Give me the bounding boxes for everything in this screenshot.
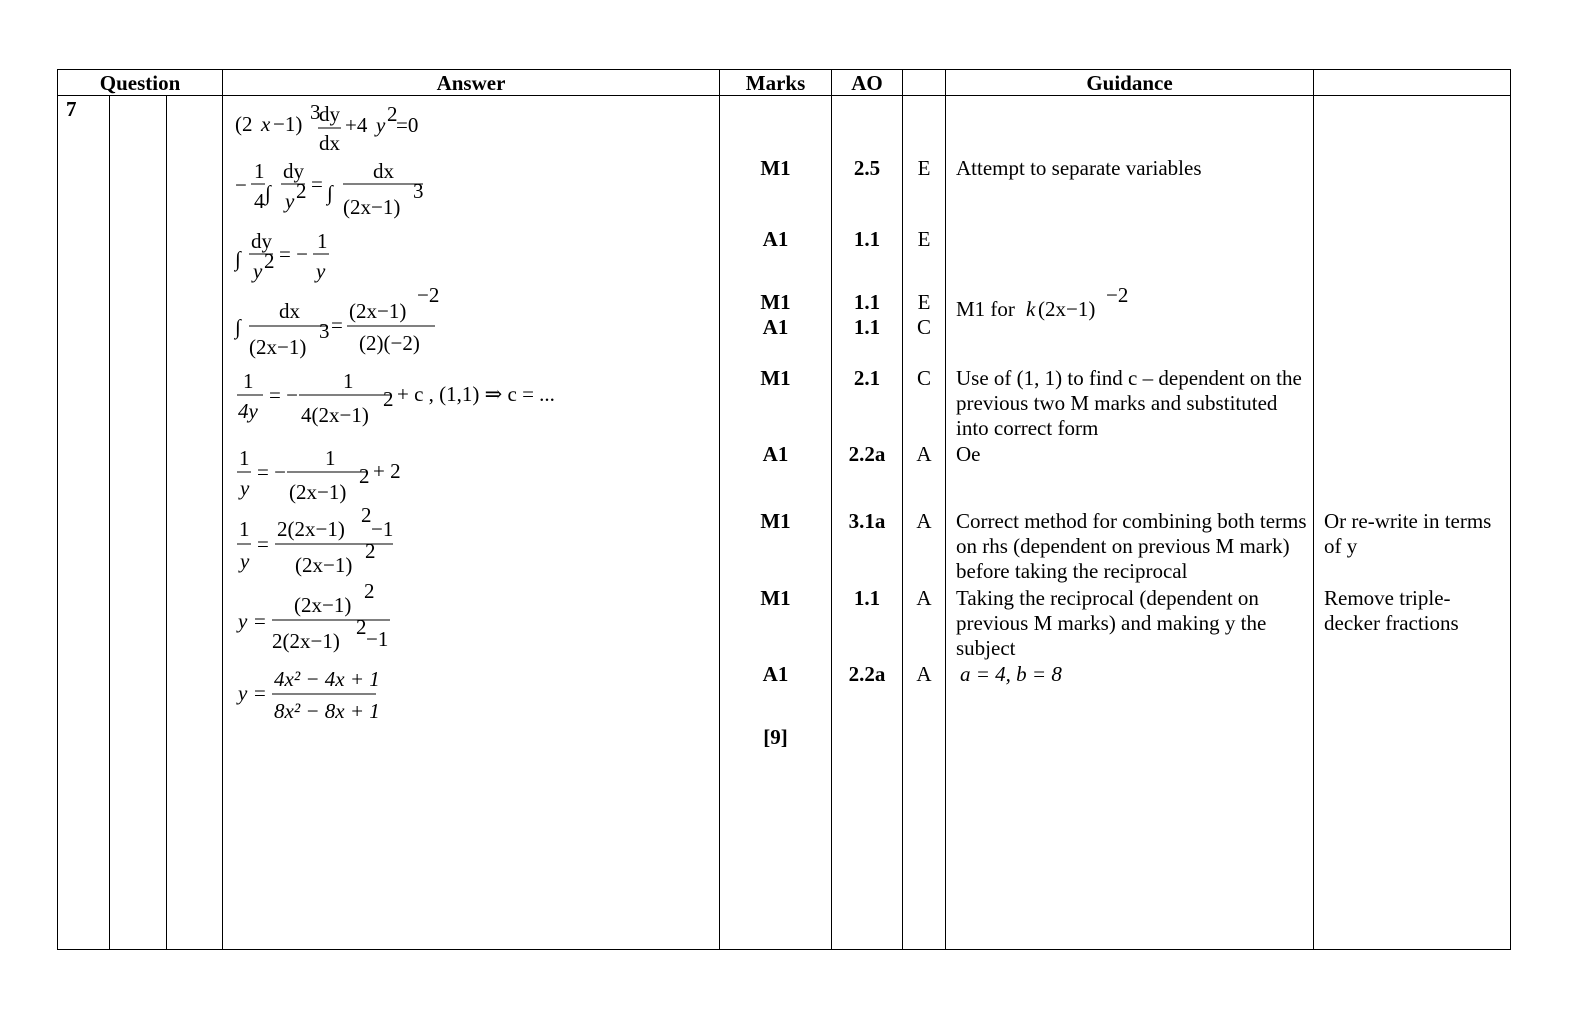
answer-line-7 <box>235 503 435 585</box>
mark: M1 <box>760 366 791 390</box>
answer-line-8 <box>238 579 438 661</box>
svg-text:1: 1 <box>317 229 328 253</box>
svg-text:x: x <box>261 112 271 136</box>
svg-text:∫: ∫ <box>327 181 333 205</box>
evidence-code: E <box>917 156 931 180</box>
svg-text:(2: (2 <box>235 112 253 136</box>
ao-code: 1.1 <box>853 227 881 251</box>
ao-code: 1.1 <box>853 315 881 339</box>
svg-text:+4: +4 <box>345 113 368 137</box>
svg-text:=: = <box>311 172 323 196</box>
svg-text:3: 3 <box>319 319 330 343</box>
col-divider <box>57 69 58 950</box>
guidance-text: Oe <box>956 442 981 466</box>
svg-text:2: 2 <box>365 539 376 563</box>
svg-text:y =: y = <box>238 609 267 633</box>
header-question: Question <box>99 71 181 95</box>
guidance-m1-k-form <box>956 283 1156 331</box>
svg-text:3: 3 <box>413 179 424 203</box>
svg-text:−2: −2 <box>417 283 440 307</box>
svg-text:y: y <box>376 113 386 137</box>
svg-text:1: 1 <box>243 369 254 393</box>
question-number: 7 <box>66 97 77 121</box>
evidence-code: A <box>916 442 932 466</box>
svg-text:M1 for: M1 for <box>956 297 1015 321</box>
svg-text:y =: y = <box>238 681 267 705</box>
col-divider <box>222 69 223 950</box>
answer-line-4 <box>235 283 455 367</box>
mark: A1 <box>762 442 789 466</box>
svg-text:1: 1 <box>325 446 336 470</box>
svg-text:dy: dy <box>251 229 272 253</box>
svg-text:dx: dx <box>279 299 300 323</box>
svg-text:=: = <box>257 532 269 556</box>
guidance-text: Use of (1, 1) to find c – dependent on the previous two M marks and substituted into correct form <box>956 366 1302 440</box>
svg-text:2(2x−1): 2(2x−1) <box>272 629 340 653</box>
svg-text:8x² − 8x + 1: 8x² − 8x + 1 <box>274 699 380 723</box>
answer-line-3 <box>235 228 355 293</box>
ao-code: 1.1 <box>853 290 881 314</box>
header-marks: Marks <box>745 71 806 95</box>
guidance-ab-values: a = 4, b = 8 <box>960 662 1062 686</box>
mark: M1 <box>760 290 791 314</box>
svg-text:2: 2 <box>264 249 275 273</box>
svg-text:−2: −2 <box>1106 283 1129 307</box>
evidence-code: C <box>916 315 931 339</box>
answer-line-9 <box>238 666 438 731</box>
svg-text:−1: −1 <box>371 517 394 541</box>
svg-text:=0: =0 <box>396 113 419 137</box>
svg-text:=: = <box>331 313 343 337</box>
svg-text:y: y <box>285 189 295 213</box>
svg-text:1: 1 <box>239 446 250 470</box>
col-divider <box>166 95 167 950</box>
ao-code: 2.2a <box>848 442 886 466</box>
guidance-text: Taking the reciprocal (dependent on previous M marks) and making y the subject <box>956 586 1267 660</box>
svg-text:2: 2 <box>361 503 372 527</box>
header-answer: Answer <box>436 71 506 95</box>
svg-text:2: 2 <box>387 102 398 126</box>
evidence-code: E <box>917 227 931 251</box>
ao-code: 3.1a <box>848 509 886 533</box>
svg-text:(2x−1): (2x−1) <box>295 553 353 577</box>
ao-code: 2.2a <box>848 662 886 686</box>
svg-text:y: y <box>253 259 263 283</box>
mark: A1 <box>762 227 789 251</box>
col-divider <box>945 69 946 950</box>
svg-text:2: 2 <box>296 179 307 203</box>
svg-text:dy: dy <box>319 102 340 126</box>
svg-text:(2x−1): (2x−1) <box>349 299 407 323</box>
svg-text:2: 2 <box>359 464 370 488</box>
svg-text:3: 3 <box>310 100 321 124</box>
ao-code: 2.5 <box>853 156 881 180</box>
svg-text:1: 1 <box>343 369 354 393</box>
svg-text:(2x−1): (2x−1) <box>249 335 307 359</box>
svg-text:2: 2 <box>383 387 394 411</box>
header-guidance: Guidance <box>1086 71 1173 95</box>
guidance-text: Correct method for combining both terms on rhs (dependent on previous M mark) before taking the reciprocal <box>956 509 1307 583</box>
col-divider <box>109 95 110 950</box>
svg-text:∫: ∫ <box>235 315 241 339</box>
svg-text:1: 1 <box>254 159 265 183</box>
svg-text:1: 1 <box>239 517 250 541</box>
svg-text:(2x−1): (2x−1) <box>1038 297 1096 321</box>
svg-text:+ 2: + 2 <box>373 459 401 483</box>
svg-text:= −: = − <box>257 460 286 484</box>
evidence-code: C <box>916 366 931 390</box>
total-marks: [9] <box>763 725 788 749</box>
svg-text:dy: dy <box>283 159 304 183</box>
svg-text:+ c , (1,1) ⇒ c = ...: + c , (1,1) ⇒ c = ... <box>397 382 555 406</box>
svg-text:dx: dx <box>319 131 340 155</box>
answer-line-1 <box>235 100 455 161</box>
answer-line-6 <box>235 445 435 514</box>
ao-code: 1.1 <box>853 586 881 610</box>
answer-line-2 <box>235 158 455 229</box>
svg-text:y: y <box>240 549 250 573</box>
svg-text:y: y <box>240 476 250 500</box>
svg-text:= −: = − <box>269 383 298 407</box>
svg-text:∫: ∫ <box>235 247 241 271</box>
mark: M1 <box>760 509 791 533</box>
header-ao: AO <box>851 71 883 95</box>
col-divider <box>1510 69 1511 950</box>
evidence-code: E <box>917 290 931 314</box>
answer-line-5 <box>235 368 575 437</box>
ao-code: 2.1 <box>853 366 881 390</box>
svg-text:4(2x−1): 4(2x−1) <box>301 403 369 427</box>
svg-text:(2)(−2): (2)(−2) <box>359 331 420 355</box>
mark: A1 <box>762 662 789 686</box>
evidence-code: A <box>916 509 932 533</box>
table-bottom-border <box>57 949 1511 950</box>
svg-text:2: 2 <box>356 615 367 639</box>
mark: M1 <box>760 156 791 180</box>
svg-text:y: y <box>316 259 326 283</box>
svg-text:4y: 4y <box>238 399 258 423</box>
svg-text:= −: = − <box>279 242 308 266</box>
svg-text:(2x−1): (2x−1) <box>289 480 347 504</box>
extra-guidance-text: Remove triple-decker fractions <box>1324 586 1459 635</box>
svg-text:−: − <box>235 173 247 197</box>
svg-text:k: k <box>1026 297 1036 321</box>
extra-guidance-text: Or re-write in terms of y <box>1324 509 1492 558</box>
svg-text:dx: dx <box>373 159 394 183</box>
svg-text:−1): −1) <box>273 112 303 136</box>
svg-text:2: 2 <box>364 579 375 603</box>
mark: A1 <box>762 315 789 339</box>
svg-text:∫: ∫ <box>265 181 271 205</box>
guidance-text: Attempt to separate variables <box>956 156 1202 180</box>
svg-text:(2x−1): (2x−1) <box>294 593 352 617</box>
col-divider <box>1313 69 1314 950</box>
svg-text:2(2x−1): 2(2x−1) <box>277 517 345 541</box>
mark: M1 <box>760 586 791 610</box>
svg-text:4: 4 <box>254 189 265 213</box>
svg-text:4x² − 4x + 1: 4x² − 4x + 1 <box>274 667 380 691</box>
svg-text:(2x−1): (2x−1) <box>343 195 401 219</box>
svg-text:−1: −1 <box>366 627 389 651</box>
evidence-code: A <box>916 662 932 686</box>
evidence-code: A <box>916 586 932 610</box>
